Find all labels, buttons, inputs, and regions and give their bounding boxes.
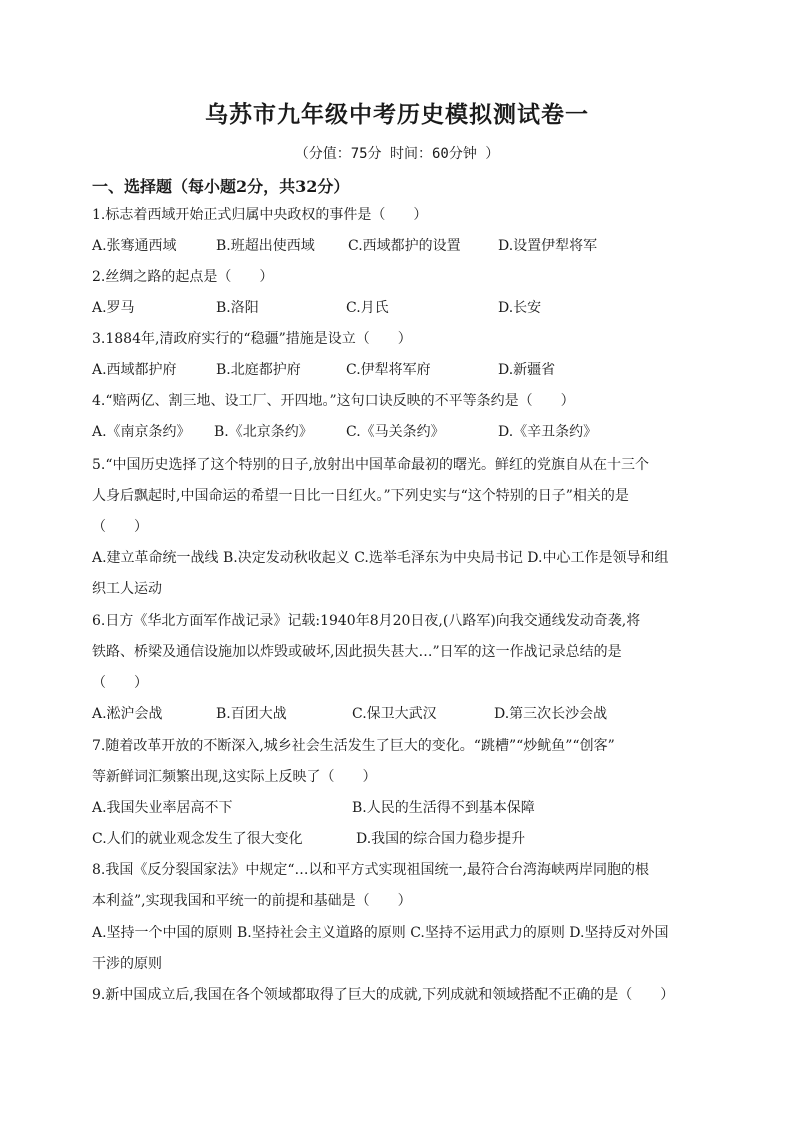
q8-options-line-2: 干涉的原则 — [92, 956, 162, 972]
question-6-stem-line-3: （ ） — [92, 675, 148, 691]
q7-option-d: D.我国的综合国力稳步提升 — [356, 831, 526, 847]
q2-option-a: A.罗马 — [92, 300, 135, 316]
question-8-stem-line-1: 8.我国《反分裂国家法》中规定“…以和平方式实现祖国统一,最符合台湾海峡两岸同胞的根 — [92, 862, 649, 878]
q6-option-b: B.百团大战 — [216, 706, 287, 722]
q1-option-d: D.设置伊犁将军 — [498, 238, 598, 254]
question-2-stem: 2.丝绸之路的起点是（ ） — [92, 269, 274, 285]
q3-option-c: C.伊犁将军府 — [346, 362, 431, 378]
q2-option-c: C.月氏 — [346, 300, 389, 316]
q4-option-d: D.《辛丑条约》 — [498, 424, 598, 440]
page-title: 乌苏市九年级中考历史模拟测试卷一 — [205, 101, 589, 128]
score-time-info: （分值：75分 时间：60分钟 ） — [294, 146, 500, 162]
question-7-stem-line-1: 7.随着改革开放的不断深入,城乡社会生活发生了巨大的变化。“跳槽”“炒鱿鱼”“创客” — [92, 738, 615, 754]
q2-option-b: B.洛阳 — [216, 300, 259, 316]
q3-option-a: A.西域都护府 — [92, 362, 177, 378]
question-5-stem-line-3: （ ） — [92, 519, 148, 535]
q7-option-b: B.人民的生活得不到基本保障 — [352, 800, 535, 816]
section-heading: 一、选择题（每小题2分，共32分） — [92, 177, 350, 196]
q1-option-c: C.西域都护的设置 — [348, 238, 461, 254]
question-5-stem-line-2: 人身后飘起时,中国命运的希望一日比一日红火。”下列史实与“这个特别的日子”相关的是 — [92, 488, 629, 504]
question-6-stem-line-2: 铁路、桥梁及通信设施加以炸毁或破坏,因此损失甚大…”日军的这一作战记录总结的是 — [92, 644, 622, 660]
q2-option-d: D.长安 — [498, 300, 542, 316]
q4-option-b: B.《北京条约》 — [214, 424, 313, 440]
question-9-stem: 9.新中国成立后,我国在各个领域都取得了巨大的成就,下列成就和领域搭配不正确的是（ ） — [92, 987, 675, 1003]
q8-options-line-1: A.坚持一个中国的原则 B.坚持社会主义道路的原则 C.坚持不运用武力的原则 D.坚持反对外国 — [92, 925, 669, 941]
question-8-stem-line-2: 本利益”,实现我国和平统一的前提和基础是（ ） — [92, 893, 412, 909]
q1-option-b: B.班超出使西域 — [216, 238, 315, 254]
q4-option-c: C.《马关条约》 — [346, 424, 445, 440]
question-6-stem-line-1: 6.日方《华北方面军作战记录》记载:1940年8月20日夜,(八路军)向我交通线发动奇袭,将 — [92, 613, 641, 629]
question-5-stem-line-1: 5.“中国历史选择了这个特别的日子,放射出中国革命最初的曙光。鲜红的党旗自从在十三个 — [92, 457, 649, 473]
q7-option-a: A.我国失业率居高不下 — [92, 800, 233, 816]
question-7-stem-line-2: 等新鲜词汇频繁出现,这实际上反映了（ ） — [92, 769, 377, 785]
q3-option-b: B.北庭都护府 — [216, 362, 301, 378]
q6-option-d: D.第三次长沙会战 — [494, 706, 608, 722]
q7-option-c: C.人们的就业观念发生了很大变化 — [92, 831, 303, 847]
q5-options-line-1: A.建立革命统一战线 B.决定发动秋收起义 C.选举毛泽东为中央局书记 D.中心工作是领导和组 — [92, 550, 669, 566]
question-3-stem: 3.1884年,清政府实行的“稳疆”措施是设立（ ） — [92, 331, 412, 347]
q4-option-a: A.《南京条约》 — [92, 424, 191, 440]
q6-option-c: C.保卫大武汉 — [352, 706, 437, 722]
q5-options-line-2: 织工人运动 — [92, 581, 162, 597]
q3-option-d: D.新疆省 — [498, 362, 556, 378]
question-4-stem: 4.“赔两亿、割三地、设工厂、开四地。”这句口诀反映的不平等条约是（ ） — [92, 393, 575, 409]
question-1-stem: 1.标志着西域开始正式归属中央政权的事件是（ ） — [92, 207, 428, 223]
q1-option-a: A.张骞通西域 — [92, 238, 177, 254]
q6-option-a: A.淞沪会战 — [92, 706, 163, 722]
